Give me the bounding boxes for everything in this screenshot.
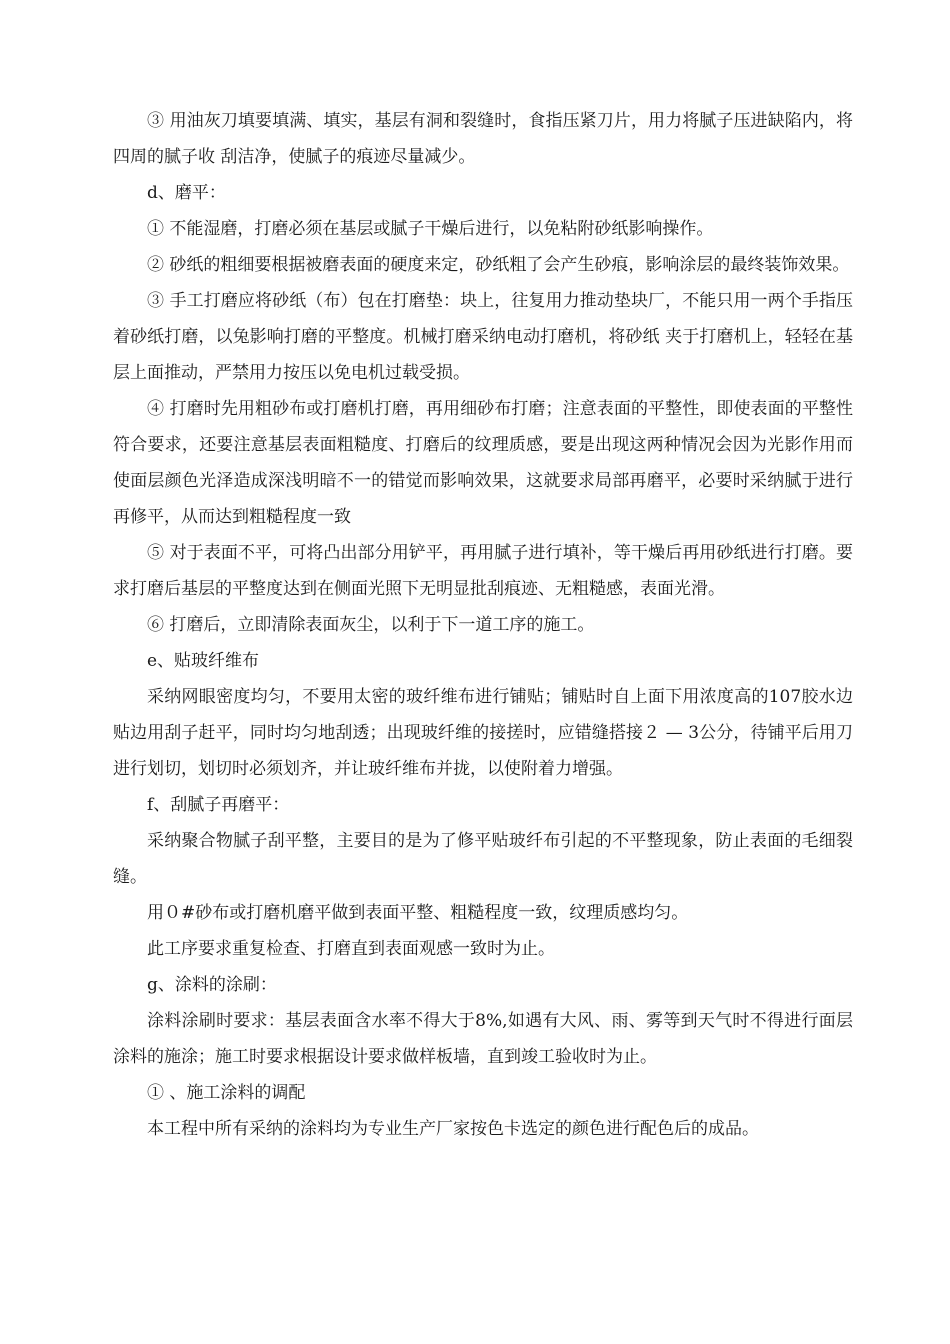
heading-fiberglass: e、贴玻纤维布 <box>147 651 260 671</box>
heading-putty-resand: f、刮腻子再磨平： <box>147 795 290 815</box>
paragraph-putty-resand-1: 采纳聚合物腻子刮平整，主要目的是为了修平贴玻纤布引起的不平整现象，防止表面的毛细裂缝。 <box>113 831 853 887</box>
paragraph-fiberglass: 采纳网眼密度均匀，不要用太密的玻纤维布进行铺贴；铺贴时自上面下用浓度高的107胶水边贴边用刮子赶平，同时均匀地刮透；出现玻纤维的接搓时，应错缝搭接２ — 3公分，待铺平后用刀进行划切，划切时必须划齐，并让玻纤维布并拢，以使附着力增强。 <box>113 687 853 779</box>
paragraph-sanding-4: ④ 打磨时先用粗砂布或打磨机打磨，再用细砂布打磨；注意表面的平整性，即使表面的平整性符合要求，还要注意基层表面粗糙度、打磨后的纹理质感，要是出现这两种情况会因为光影作用而使面层颜色光泽造成深浅明暗不一的错觉而影响效果，这就要求局部再磨平，必要时采纳腻于进行再修平，从而达到粗糙程度一致 <box>113 399 853 527</box>
heading-sanding: d、磨平： <box>147 183 226 203</box>
paragraph-sanding-3: ③ 手工打磨应将砂纸（布）包在打磨垫：块上，往复用力推动垫块厂，不能只用一两个手指压着砂纸打磨，以兔影响打磨的平整度。机械打磨采纳电动打磨机，将砂纸 夹于打磨机上，轻轻在基层上面推动，严禁用力按压以免电机过载受损。 <box>113 291 853 383</box>
document-body <box>113 103 853 1147</box>
paragraph-putty-fill: ③ 用油灰刀填要填满、填实，基层有洞和裂缝时，食指压紧刀片，用力将腻子压进缺陷内，将四周的腻子收 刮洁净，使腻子的痕迹尽量减少。 <box>113 111 853 167</box>
subheading-coating-mix: ① 、施工涂料的调配 <box>147 1083 306 1103</box>
paragraph-putty-resand-3: 此工序要求重复检查、打磨直到表面观感一致时为止。 <box>147 939 555 959</box>
heading-coating: g、涂料的涂刷： <box>147 975 277 995</box>
paragraph-sanding-2: ② 砂纸的粗细要根据被磨表面的硬度来定，砂纸粗了会产生砂痕，影响涂层的最终装饰效果。 <box>147 255 850 275</box>
paragraph-putty-resand-2: 用０#砂布或打磨机磨平做到表面平整、粗糙程度一致，纹理质感均匀。 <box>147 903 689 923</box>
paragraph-coating-requirements: 涂料涂刷时要求：基层表面含水率不得大于8%,如遇有大风、雨、雾等到天气时不得进行面层涂料的施涂；施工时要求根据设计要求做样板墙，直到竣工验收时为止。 <box>113 1011 853 1067</box>
paragraph-coating-mix: 本工程中所有采纳的涂料均为专业生产厂家按色卡选定的颜色进行配色后的成品。 <box>147 1119 759 1139</box>
paragraph-sanding-6: ⑥ 打磨后，立即清除表面灰尘，以利于下一道工序的施工。 <box>147 615 595 635</box>
paragraph-sanding-1: ① 不能湿磨，打磨必须在基层或腻子干燥后进行，以免粘附砂纸影响操作。 <box>147 219 714 239</box>
paragraph-sanding-5: ⑤ 对于表面不平，可将凸出部分用铲平，再用腻子进行填补，等干燥后再用砂纸进行打磨。要求打磨后基层的平整度达到在侧面光照下无明显批刮痕迹、无粗糙感，表面光滑。 <box>113 543 853 599</box>
